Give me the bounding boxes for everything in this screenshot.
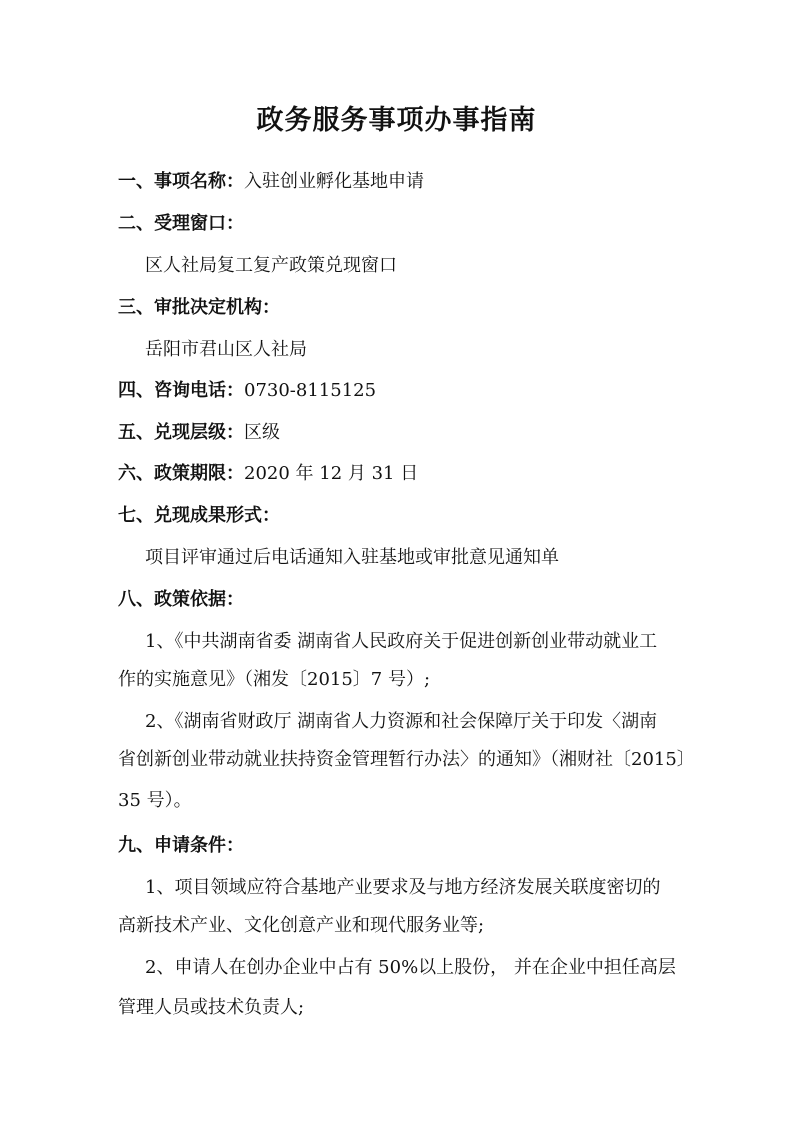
section-heading: 四、咨询电话： (118, 380, 244, 401)
section-heading: 一、事项名称： (118, 171, 244, 192)
condition-line: 1、项目领域应符合基地产业要求及与地方经济发展关联度密切的 (145, 877, 661, 898)
section-level (118, 421, 688, 445)
policy-basis-line: 1、《中共湖南省委 湖南省人民政府关于促进创新创业带动就业工 (145, 631, 658, 652)
section-heading: 九、申请条件： (118, 835, 244, 856)
section-deadline (118, 462, 688, 486)
section-heading: 七、兑现成果形式： (118, 505, 280, 526)
policy-basis-line: 省创新创业带动就业扶持资金管理暂行办法〉的通知》（湘财社〔2015〕 (118, 749, 695, 770)
deadline-date: 2020 年 12 月 31 日 (244, 463, 419, 484)
section-heading: 六、政策期限： (118, 463, 244, 484)
section-value: 区人社局复工复产政策兑现窗口 (145, 255, 397, 276)
section-item-name (118, 170, 688, 194)
condition-line: 2、申请人在创办企业中占有 50%以上股份， 并在企业中担任高层 (145, 957, 676, 978)
section-heading: 八、政策依据： (118, 589, 244, 610)
section-value: 区级 (244, 422, 280, 443)
policy-basis-line: 2、《湖南省财政厅 湖南省人力资源和社会保障厅关于印发〈湖南 (145, 711, 658, 732)
section-value: 岳阳市君山区人社局 (145, 339, 307, 360)
phone-number: 0730-8115125 (244, 380, 377, 401)
page-title: 政务服务事项办事指南 (256, 105, 537, 136)
policy-basis-line: 作的实施意见》（湘发〔2015〕7 号）; (118, 669, 431, 690)
section-value: 入驻创业孵化基地申请 (244, 171, 424, 192)
policy-basis-line: 35 号）。 (118, 790, 192, 811)
condition-line: 管理人员或技术负责人; (118, 997, 305, 1018)
condition-line: 高新技术产业、文化创意产业和现代服务业等; (118, 915, 485, 936)
section-heading: 五、兑现层级： (118, 422, 244, 443)
section-heading: 三、审批决定机构： (118, 297, 280, 318)
section-phone (118, 379, 688, 403)
section-heading: 二、受理窗口： (118, 213, 244, 234)
section-value: 项目评审通过后电话通知入驻基地或审批意见通知单 (145, 547, 559, 568)
